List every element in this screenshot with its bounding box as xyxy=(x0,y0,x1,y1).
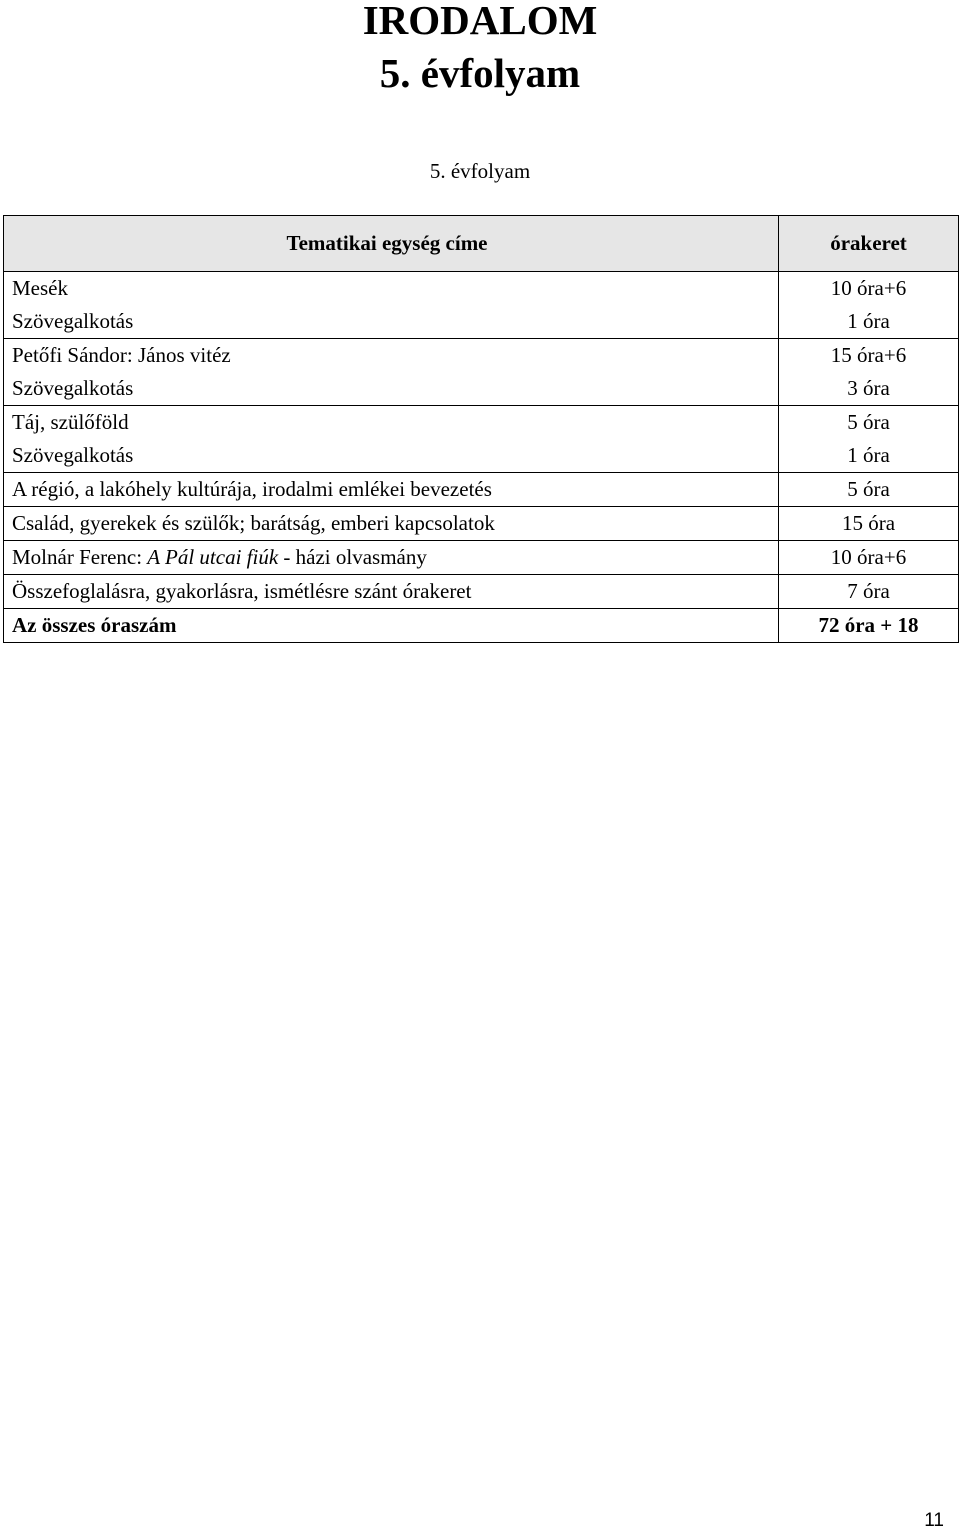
table-row xyxy=(4,473,959,507)
hours-line: 3 óra xyxy=(847,376,890,400)
page-number: 11 xyxy=(924,1510,944,1531)
review-row xyxy=(4,575,959,609)
topic-line: Szövegalkotás xyxy=(12,376,134,400)
document-grade-heading: 5. évfolyam xyxy=(379,50,581,96)
topic-line: Petőfi Sándor: János vitéz xyxy=(12,343,231,367)
table-row xyxy=(4,406,959,473)
reading-title: A Pál utcai fiúk xyxy=(147,545,279,569)
document-title: IRODALOM xyxy=(362,0,598,43)
hours-cell: 7 óra xyxy=(779,575,959,609)
hours-line: 15 óra+6 xyxy=(830,343,907,367)
hours-cell: 5 óra xyxy=(779,473,959,507)
total-hours: 72 óra + 18 xyxy=(779,609,959,643)
header-hours: órakeret xyxy=(779,216,959,272)
topic-line: Táj, szülőföld xyxy=(12,410,129,434)
hours-line: 1 óra xyxy=(847,443,890,467)
table-row xyxy=(4,507,959,541)
reading-row xyxy=(4,541,959,575)
topic-cell: Család, gyerekek és szülők; barátság, emberi kapcsolatok xyxy=(4,507,779,541)
topic-cell xyxy=(4,541,779,575)
hours-line: 5 óra xyxy=(847,410,890,434)
topic-cell xyxy=(4,272,779,339)
hours-line: 1 óra xyxy=(847,309,890,333)
topic-cell: A régió, a lakóhely kultúrája, irodalmi emlékei bevezetés xyxy=(4,473,779,507)
topic-cell: Összefoglalásra, gyakorlásra, ismétlésre szánt órakeret xyxy=(4,575,779,609)
topic-cell xyxy=(4,406,779,473)
hours-cell xyxy=(779,339,959,406)
topic-cell xyxy=(4,339,779,406)
hours-cell xyxy=(779,406,959,473)
hours-cell: 15 óra xyxy=(779,507,959,541)
total-label: Az összes óraszám xyxy=(4,609,779,643)
hours-cell xyxy=(779,272,959,339)
reading-note: - házi olvasmány xyxy=(278,545,427,569)
topic-line: Szövegalkotás xyxy=(12,309,134,333)
topic-line: Mesék xyxy=(12,276,68,300)
reading-author: Molnár Ferenc: xyxy=(12,545,148,569)
topic-line: Szövegalkotás xyxy=(12,443,134,467)
header-topic: Tematikai egység címe xyxy=(4,216,779,272)
curriculum-table xyxy=(3,215,959,643)
table-header-row xyxy=(4,216,959,272)
table-row xyxy=(4,272,959,339)
hours-cell: 10 óra+6 xyxy=(779,541,959,575)
section-subtitle: 5. évfolyam xyxy=(429,159,531,183)
total-row xyxy=(4,609,959,643)
table-row xyxy=(4,339,959,406)
hours-line: 10 óra+6 xyxy=(830,276,907,300)
